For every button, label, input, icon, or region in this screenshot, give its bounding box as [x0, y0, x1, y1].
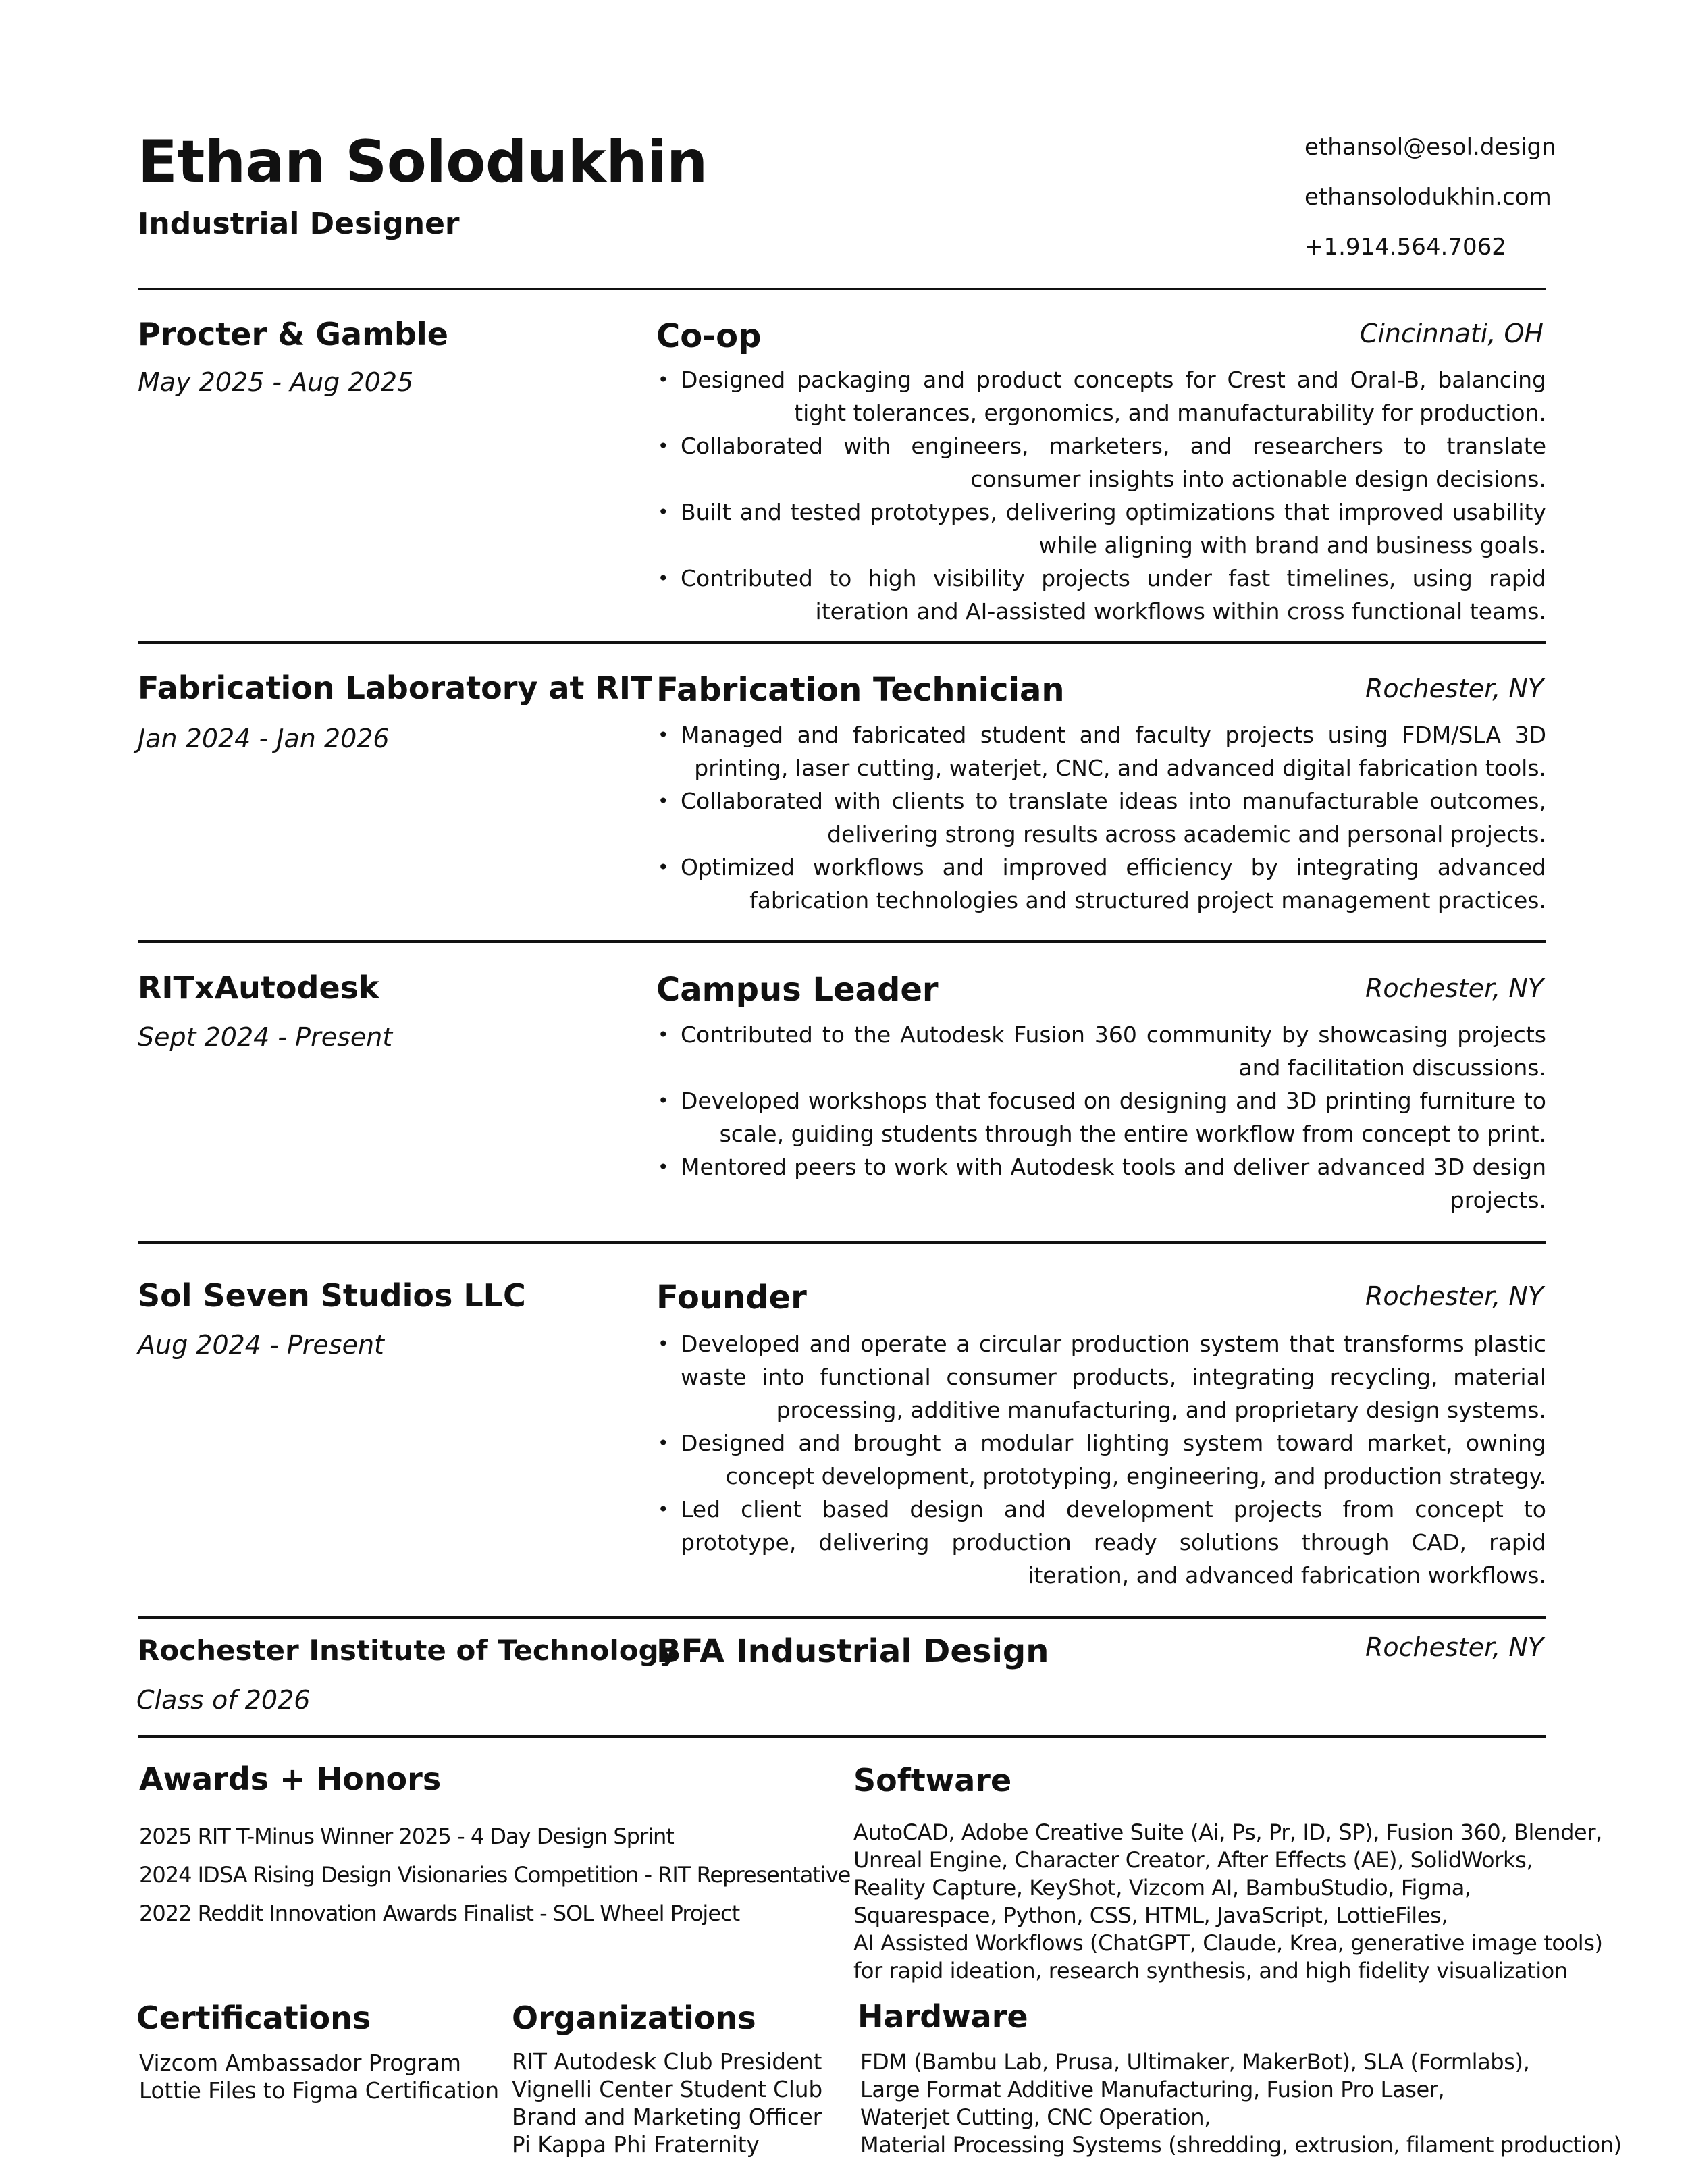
- certification-item: Vizcom Ambassador Program: [139, 2050, 461, 2076]
- section-heading: Software: [853, 1762, 1012, 1799]
- hardware-line: Waterjet Cutting, CNC Operation,: [860, 2104, 1211, 2130]
- software-line: for rapid ideation, research synthesis, and high fidelity visualization: [853, 1958, 1568, 1983]
- job-title: Fabrication Technician: [656, 671, 1065, 709]
- employment-dates: Aug 2024 - Present: [138, 1330, 384, 1360]
- bullet-item: • Managed and fabricated student and faculty projects using FDM/SLA 3D printing, laser cutting, waterjet, CNC, and advanced digital fabrication tools.: [656, 718, 1546, 784]
- software-line: Squarespace, Python, CSS, HTML, JavaScript, LottieFiles,: [853, 1902, 1448, 1928]
- bullet-item: • Optimized workflows and improved efficiency by integrating advanced fabrication technologies and structured project management practices.: [656, 851, 1546, 917]
- resume-name: Ethan Solodukhin: [138, 128, 708, 196]
- school-name: Rochester Institute of Technology: [138, 1634, 678, 1667]
- job-title: Founder: [656, 1279, 807, 1316]
- software-line: Reality Capture, KeyShot, Vizcom AI, BambuStudio, Figma,: [853, 1875, 1471, 1900]
- school-location: Rochester, NY: [1365, 1632, 1544, 1662]
- company-name: Fabrication Laboratory at RIT: [138, 670, 652, 706]
- bullet-list: [656, 1018, 1546, 1217]
- divider: [138, 1616, 1546, 1619]
- organization-item: Brand and Marketing Officer: [512, 2104, 822, 2130]
- award-item: 2025 RIT T-Minus Winner 2025 - 4 Day Design Sprint: [139, 1823, 674, 1849]
- bullet-item: • Mentored peers to work with Autodesk tools and deliver advanced 3D design projects.: [656, 1150, 1546, 1217]
- bullet-item: • Collaborated with clients to translate ideas into manufacturable outcomes, delivering strong results across academic and personal projects.: [656, 784, 1546, 851]
- website-link[interactable]: ethansolodukhin.com: [1304, 184, 1552, 211]
- company-name: Sol Seven Studios LLC: [138, 1277, 526, 1314]
- employment-dates: Jan 2024 - Jan 2026: [138, 724, 390, 753]
- company-name: RITxAutodesk: [138, 969, 379, 1006]
- divider: [138, 1241, 1546, 1244]
- organization-list: [512, 2048, 822, 2159]
- hardware-list: [860, 2048, 1622, 2159]
- job-location: Rochester, NY: [1365, 974, 1544, 1003]
- certification-list: [139, 2050, 499, 2105]
- employment-dates: May 2025 - Aug 2025: [138, 367, 414, 397]
- job-title: Campus Leader: [656, 971, 939, 1009]
- bullet-item: • Designed and brought a modular lighting system toward market, owning concept development, prototyping, engineering, and production strategy.: [656, 1427, 1546, 1493]
- section-heading: Hardware: [858, 1998, 1028, 2035]
- divider: [138, 1735, 1546, 1738]
- bullet-item: • Led client based design and development projects from concept to prototype, delivering production ready solutions through CAD, rapid iteration, and advanced fabrication workflows.: [656, 1493, 1546, 1592]
- job-location: Rochester, NY: [1365, 1281, 1544, 1311]
- hardware-line: Material Processing Systems (shredding, extrusion, filament production): [860, 2132, 1622, 2158]
- certification-item: Lottie Files to Figma Certification: [139, 2078, 500, 2104]
- software-list: [853, 1819, 1603, 1985]
- hardware-line: Large Format Additive Manufacturing, Fusion Pro Laser,: [860, 2077, 1445, 2102]
- bullet-item: • Developed workshops that focused on designing and 3D printing furniture to scale, guiding students through the entire workflow from concept to print.: [656, 1084, 1546, 1150]
- bullet-list: [656, 363, 1546, 628]
- bullet-list: [656, 1327, 1546, 1592]
- degree-title: BFA Industrial Design: [656, 1632, 1049, 1670]
- bullet-list: [656, 718, 1546, 917]
- resume-role: Industrial Designer: [138, 207, 460, 241]
- section-heading: Awards + Honors: [139, 1761, 442, 1797]
- bullet-item: • Contributed to high visibility projects under fast timelines, using rapid iteration and AI-assisted workflows within cross functional teams.: [656, 562, 1546, 628]
- bullet-item: • Contributed to the Autodesk Fusion 360 community by showcasing projects and facilitation discussions.: [656, 1018, 1546, 1084]
- divider: [138, 288, 1546, 290]
- section-heading: Organizations: [512, 2000, 756, 2036]
- organization-item: RIT Autodesk Club President: [512, 2049, 822, 2075]
- award-item: 2022 Reddit Innovation Awards Finalist - SOL Wheel Project: [139, 1900, 740, 1926]
- hardware-line: FDM (Bambu Lab, Prusa, Ultimaker, MakerBot), SLA (Formlabs),: [860, 2049, 1530, 2075]
- organization-item: Pi Kappa Phi Fraternity: [512, 2132, 760, 2158]
- software-line: AutoCAD, Adobe Creative Suite (Ai, Ps, Pr, ID, SP), Fusion 360, Blender,: [853, 1819, 1602, 1845]
- divider: [138, 641, 1546, 644]
- software-line: AI Assisted Workflows (ChatGPT, Claude, Krea, generative image tools): [853, 1930, 1603, 1956]
- graduation-class: Class of 2026: [136, 1685, 311, 1715]
- divider: [138, 940, 1546, 943]
- job-location: Rochester, NY: [1365, 674, 1544, 703]
- award-item: 2024 IDSA Rising Design Visionaries Competition - RIT Representative: [139, 1862, 851, 1888]
- email-link[interactable]: ethansol@esol.design: [1304, 134, 1556, 161]
- bullet-item: • Designed packaging and product concepts for Crest and Oral-B, balancing tight tolerances, ergonomics, and manufacturability for production.: [656, 363, 1546, 429]
- phone-number: +1.914.564.7062: [1304, 234, 1506, 261]
- section-heading: Certifications: [136, 2000, 371, 2036]
- bullet-item: • Developed and operate a circular production system that transforms plastic waste into functional consumer products, integrating recycling, material processing, additive manufacturing, and proprietary design systems.: [656, 1327, 1546, 1427]
- employment-dates: Sept 2024 - Present: [138, 1022, 393, 1052]
- organization-item: Vignelli Center Student Club: [512, 2077, 823, 2102]
- company-name: Procter & Gamble: [138, 316, 448, 352]
- software-line: Unreal Engine, Character Creator, After Effects (AE), SolidWorks,: [853, 1847, 1533, 1873]
- job-location: Cincinnati, OH: [1359, 319, 1544, 348]
- bullet-item: • Collaborated with engineers, marketers, and researchers to translate consumer insights into actionable design decisions.: [656, 429, 1546, 496]
- bullet-item: • Built and tested prototypes, delivering optimizations that improved usability while aligning with brand and business goals.: [656, 496, 1546, 562]
- job-title: Co-op: [656, 317, 762, 355]
